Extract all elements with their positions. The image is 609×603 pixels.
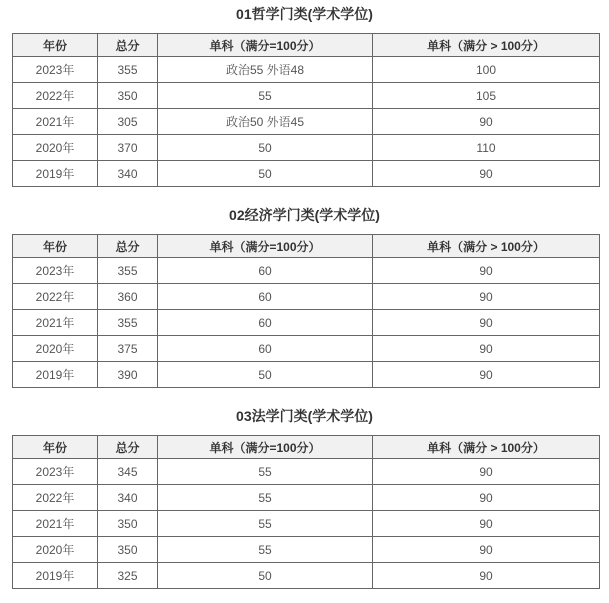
table-cell: 345 xyxy=(98,459,158,485)
table-cell: 340 xyxy=(98,161,158,187)
column-header: 单科（满分 > 100分） xyxy=(373,34,600,57)
table-row xyxy=(13,485,600,511)
column-header: 年份 xyxy=(13,436,98,459)
table-row xyxy=(13,135,600,161)
table-cell: 90 xyxy=(373,310,600,336)
table-cell: 325 xyxy=(98,563,158,589)
table-cell: 50 xyxy=(158,135,373,161)
table-cell: 360 xyxy=(98,284,158,310)
table-cell: 90 xyxy=(373,362,600,388)
table-cell: 55 xyxy=(158,511,373,537)
table-cell: 2020年 xyxy=(13,537,98,563)
score-section-economics xyxy=(0,205,609,388)
column-header: 总分 xyxy=(98,235,158,258)
table-row xyxy=(13,109,600,135)
table-cell: 60 xyxy=(158,258,373,284)
table-cell: 55 xyxy=(158,485,373,511)
table-cell: 90 xyxy=(373,459,600,485)
table-cell: 55 xyxy=(158,83,373,109)
score-section-law xyxy=(0,406,609,589)
table-cell: 55 xyxy=(158,537,373,563)
table-cell: 390 xyxy=(98,362,158,388)
column-header: 年份 xyxy=(13,34,98,57)
table-cell: 90 xyxy=(373,485,600,511)
table-row xyxy=(13,511,600,537)
table-cell: 90 xyxy=(373,336,600,362)
table-cell: 2022年 xyxy=(13,284,98,310)
table-cell: 50 xyxy=(158,362,373,388)
table-cell: 355 xyxy=(98,310,158,336)
column-header: 总分 xyxy=(98,436,158,459)
section-title: 02经济学门类(学术学位) xyxy=(229,207,380,223)
table-row xyxy=(13,83,600,109)
table-cell: 90 xyxy=(373,511,600,537)
table-cell: 90 xyxy=(373,537,600,563)
table-cell: 2023年 xyxy=(13,258,98,284)
column-header: 总分 xyxy=(98,34,158,57)
table-cell: 355 xyxy=(98,57,158,83)
table-cell: 政治55 外语48 xyxy=(158,57,373,83)
column-header: 单科（满分=100分） xyxy=(158,235,373,258)
table-cell: 2023年 xyxy=(13,57,98,83)
page xyxy=(0,4,609,589)
table-cell: 2020年 xyxy=(13,336,98,362)
table-cell: 90 xyxy=(373,161,600,187)
table-cell: 90 xyxy=(373,284,600,310)
table-cell: 2021年 xyxy=(13,310,98,336)
table-cell: 60 xyxy=(158,284,373,310)
section-title: 01哲学门类(学术学位) xyxy=(236,6,373,22)
table-row xyxy=(13,537,600,563)
table-cell: 50 xyxy=(158,161,373,187)
table-row xyxy=(13,57,600,83)
table-cell: 355 xyxy=(98,258,158,284)
header-row xyxy=(13,436,600,459)
table-cell: 90 xyxy=(373,258,600,284)
table-cell: 2023年 xyxy=(13,459,98,485)
score-table xyxy=(12,435,600,589)
table-cell: 2019年 xyxy=(13,563,98,589)
table-cell: 2021年 xyxy=(13,511,98,537)
score-table xyxy=(12,234,600,388)
table-row xyxy=(13,161,600,187)
section-title: 03法学门类(学术学位) xyxy=(236,408,373,424)
table-cell: 2022年 xyxy=(13,83,98,109)
table-cell: 100 xyxy=(373,57,600,83)
table-cell: 110 xyxy=(373,135,600,161)
table-cell: 350 xyxy=(98,83,158,109)
table-cell: 90 xyxy=(373,109,600,135)
column-header: 年份 xyxy=(13,235,98,258)
table-cell: 50 xyxy=(158,563,373,589)
table-cell: 305 xyxy=(98,109,158,135)
table-cell: 350 xyxy=(98,511,158,537)
table-cell: 55 xyxy=(158,459,373,485)
table-row xyxy=(13,284,600,310)
table-row xyxy=(13,563,600,589)
table-cell: 2019年 xyxy=(13,362,98,388)
table-cell: 370 xyxy=(98,135,158,161)
header-row xyxy=(13,235,600,258)
table-cell: 2022年 xyxy=(13,485,98,511)
column-header: 单科（满分 > 100分） xyxy=(373,235,600,258)
column-header: 单科（满分=100分） xyxy=(158,34,373,57)
table-row xyxy=(13,258,600,284)
table-cell: 375 xyxy=(98,336,158,362)
table-cell: 60 xyxy=(158,336,373,362)
table-cell: 60 xyxy=(158,310,373,336)
table-cell: 2020年 xyxy=(13,135,98,161)
score-table xyxy=(12,33,600,187)
table-row xyxy=(13,362,600,388)
table-row xyxy=(13,336,600,362)
table-cell: 340 xyxy=(98,485,158,511)
column-header: 单科（满分 > 100分） xyxy=(373,436,600,459)
header-row xyxy=(13,34,600,57)
table-cell: 2021年 xyxy=(13,109,98,135)
table-row xyxy=(13,459,600,485)
column-header: 单科（满分=100分） xyxy=(158,436,373,459)
score-section-philosophy xyxy=(0,4,609,187)
table-cell: 90 xyxy=(373,563,600,589)
table-cell: 350 xyxy=(98,537,158,563)
table-cell: 2019年 xyxy=(13,161,98,187)
table-cell: 105 xyxy=(373,83,600,109)
table-cell: 政治50 外语45 xyxy=(158,109,373,135)
table-row xyxy=(13,310,600,336)
